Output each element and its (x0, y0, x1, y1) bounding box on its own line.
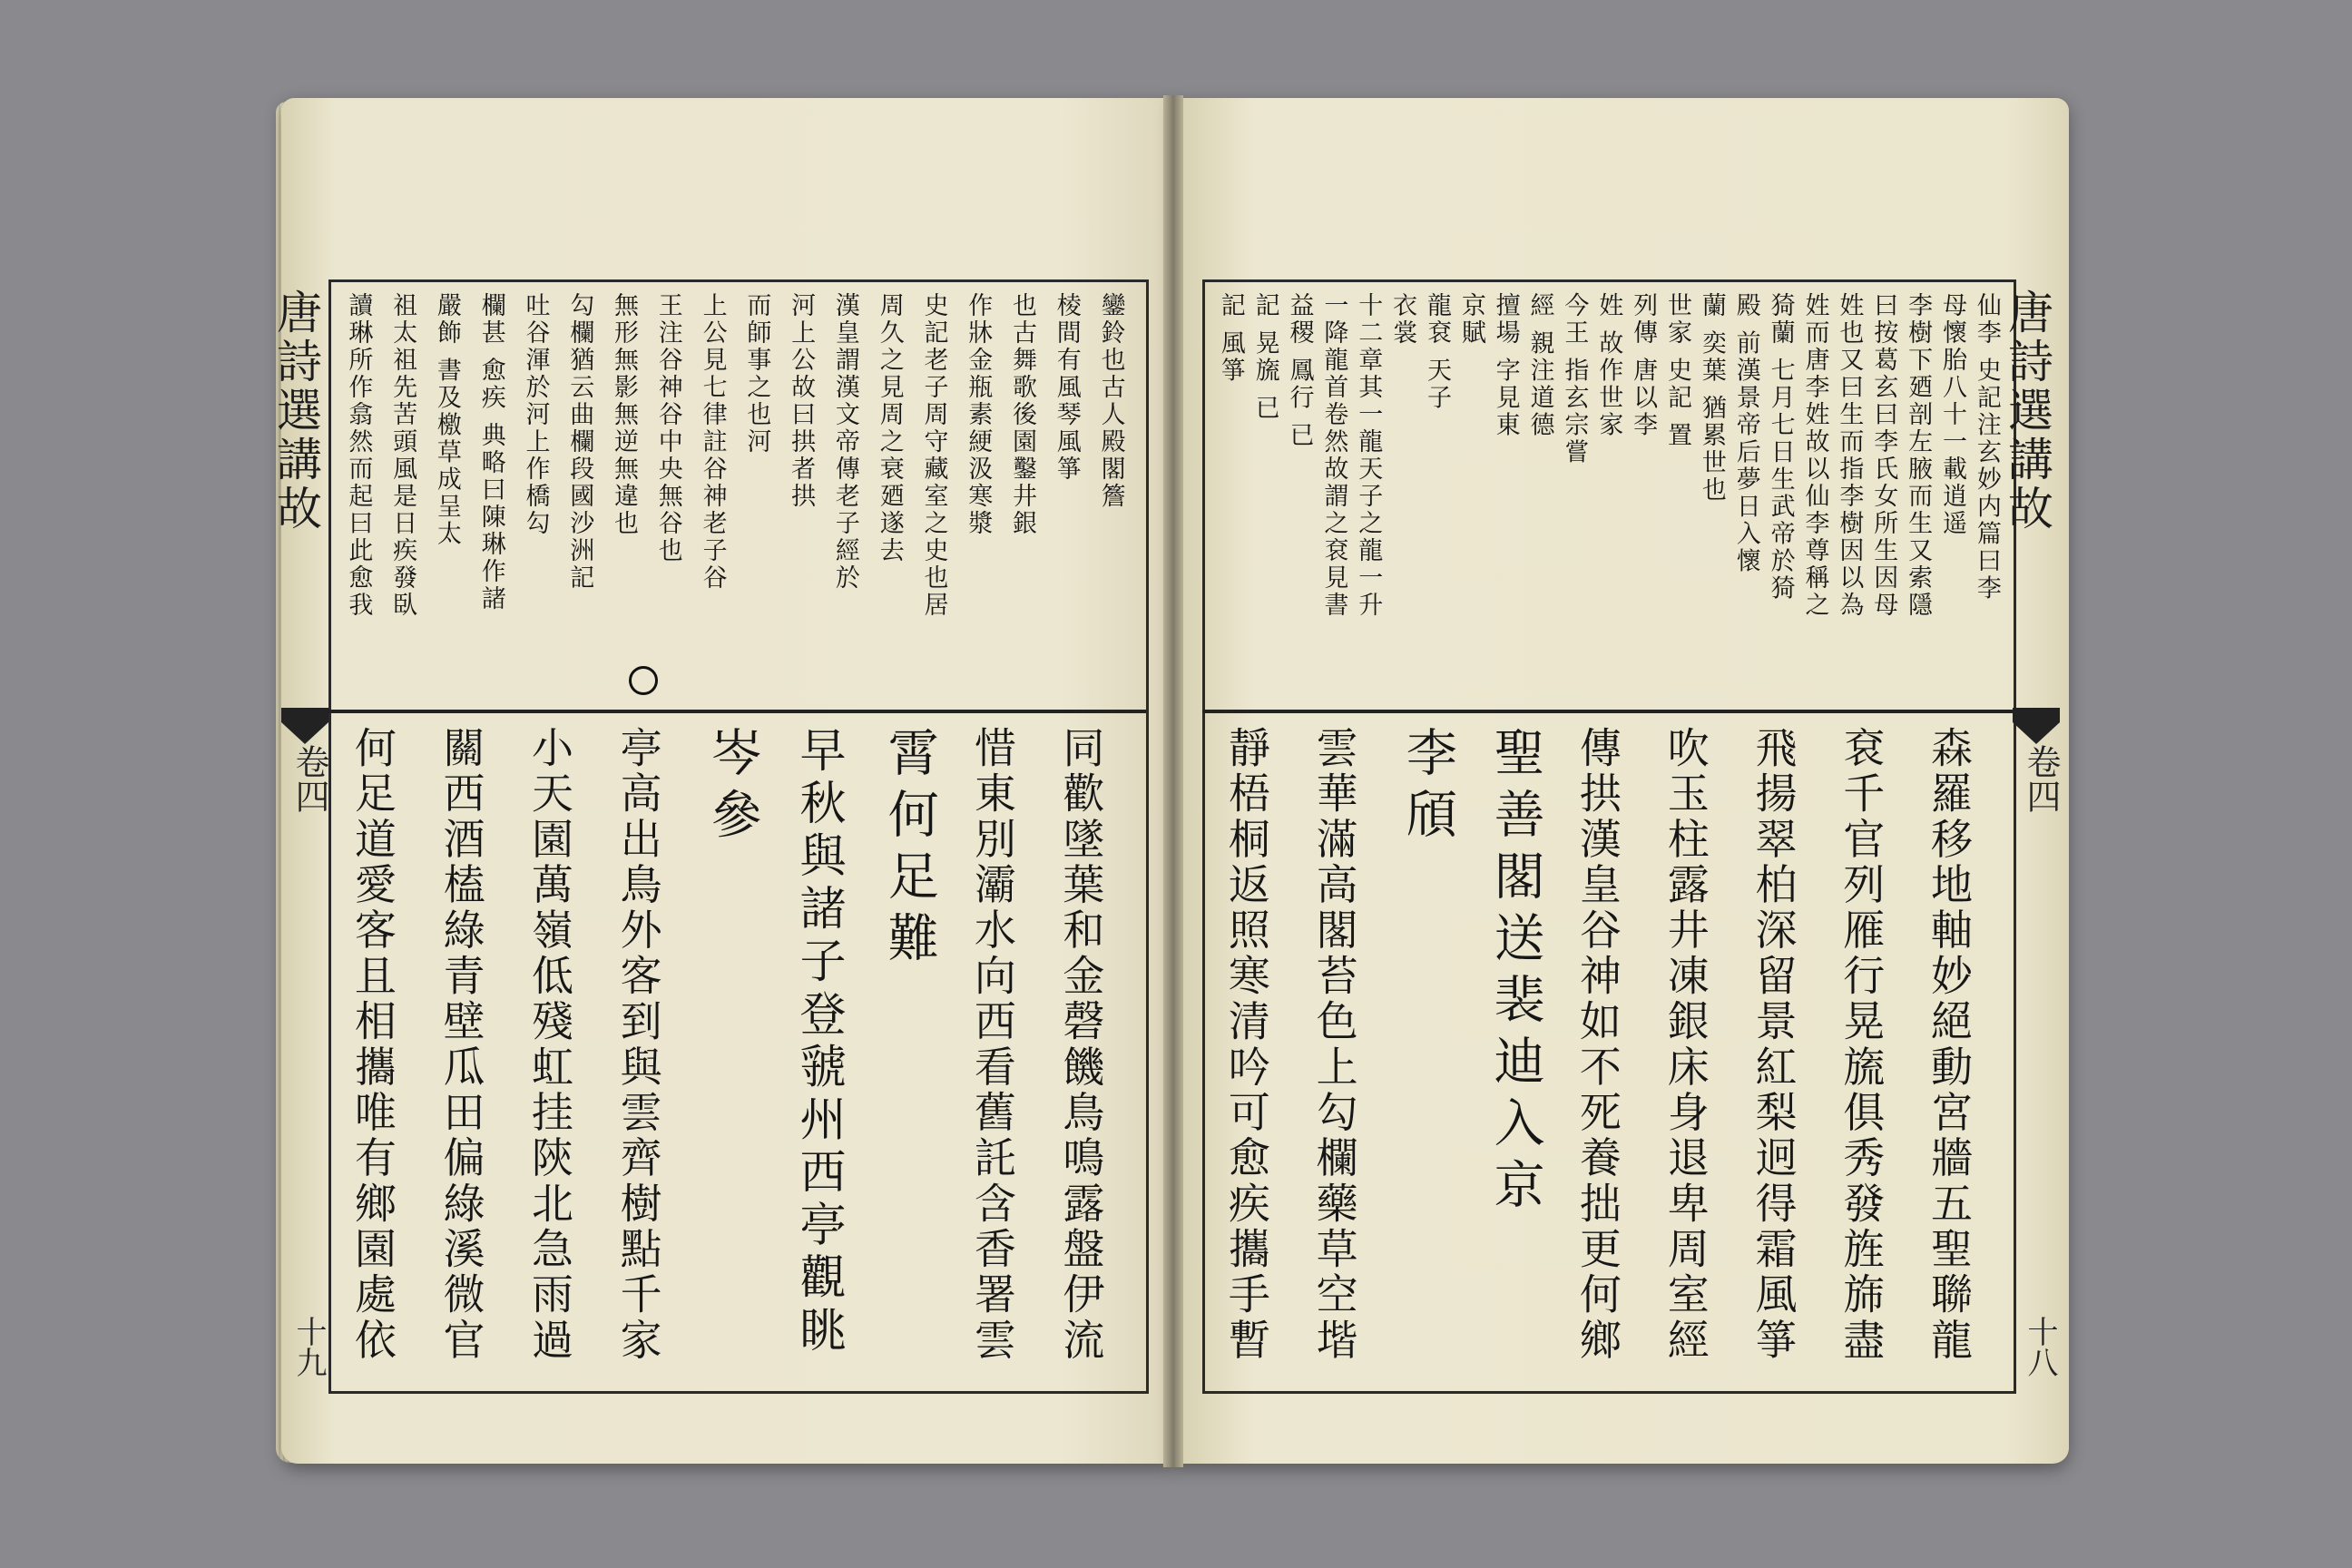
note-column: 河上公故曰拱者拱 (787, 292, 816, 510)
right-margin-strip (2001, 272, 2061, 1388)
note-column: 讀琳所作翕然而起曰此愈我 (344, 292, 373, 619)
poem-column: 亭高出鳥外客到與雲齊樹點千家 (613, 726, 663, 1364)
folio-number: 十九 (290, 1316, 327, 1377)
poem-column: 袞千官列雁行晃旒俱秀發旌旆盡 (1837, 726, 1886, 1364)
note-column: 經 親注道德 (1525, 292, 1554, 439)
note-column: 姓而唐李姓故以仙李尊稱之 (1800, 292, 1829, 619)
fishtail-mark (281, 708, 328, 744)
note-column: 上公見七律註谷神老子谷 (698, 292, 727, 592)
poem-column: 靜梧桐返照寒清吟可愈疾攜手暫 (1221, 726, 1271, 1364)
note-column: 祖太祖先苦頭風是日疾發臥 (388, 292, 417, 619)
note-column: 勾欄猶云曲欄段國沙洲記 (565, 292, 594, 592)
note-column: 今王 指玄宗嘗 (1560, 292, 1589, 466)
poem-column: 早秋與諸子登虢州西亭觀眺 (790, 726, 845, 1359)
note-column: 衣裳 (1388, 292, 1417, 347)
note-column: 而師事之也河 (742, 292, 771, 456)
poem-column: 傳拱漢皇谷神如不死養拙更何鄉 (1573, 726, 1622, 1364)
running-title: 唐詩選講故 (270, 289, 322, 534)
poem-column: 霄何足難 (879, 726, 939, 973)
left-note-divider (328, 710, 1146, 713)
note-column: 欄甚 愈疾 典略曰陳琳作諸 (476, 292, 505, 613)
note-column: 吐谷渾於河上作橋勾 (521, 292, 550, 537)
left-margin-strip (270, 272, 329, 1388)
note-column: 漢皇謂漢文帝傳老子經於 (830, 292, 859, 592)
note-column: 十二章其一龍天子之龍一升 (1354, 292, 1383, 619)
poem-column: 李頎 (1397, 726, 1457, 849)
poem-column: 關西酒榼綠青壁瓜田偏綠溪微官 (436, 726, 486, 1364)
poem-column: 岑參 (702, 726, 762, 849)
folio-number: 十八 (2022, 1316, 2058, 1377)
poem-column: 惜東別灞水向西看舊託含香署雲 (967, 726, 1017, 1364)
note-column: 李樹下廼剖左腋而生又索隱 (1904, 292, 1933, 619)
note-column: 也古舞歌後園鑿井銀 (1008, 292, 1037, 537)
note-column: 周久之見周之衰廼遂去 (875, 292, 904, 564)
note-column: 姓也又曰生而指李樹因以為 (1835, 292, 1864, 619)
fishtail-mark (2013, 708, 2060, 744)
right-note-divider (1202, 710, 2014, 713)
note-column: 列傳 唐以李 (1629, 292, 1658, 439)
note-column: 記 晃旒 已 (1250, 292, 1279, 423)
note-column: 益稷 鳳行 已 (1285, 292, 1314, 450)
end-mark-circle (629, 666, 658, 695)
note-column: 鑾鈴也古人殿閣簷 (1096, 292, 1125, 510)
note-column: 無形無影無逆無違也 (610, 292, 639, 537)
note-column: 曰按葛玄曰李氏女所生因母 (1869, 292, 1898, 619)
note-column: 記 風箏 (1216, 292, 1245, 385)
volume-label: 卷四 (289, 744, 329, 813)
note-column: 嚴飾 書及檄草成呈太 (432, 292, 461, 548)
note-column: 一降龍首卷然故謂之袞見書 (1319, 292, 1348, 619)
note-column: 仙李 史記注玄妙内篇曰李 (1972, 292, 2001, 603)
note-column: 殿 前漢景帝后夢日入懷 (1731, 292, 1760, 575)
poem-column: 森羅移地軸妙絕動宮牆五聖聯龍 (1925, 726, 1975, 1364)
note-column: 母懷胎八十一載逍遥 (1937, 292, 1966, 537)
note-column: 史記老子周守藏室之史也居 (919, 292, 948, 619)
note-column: 作牀金瓶素綆汲寒漿 (964, 292, 993, 537)
poem-column: 雲華滿高閣苔色上勾欄藥草空堦 (1309, 726, 1359, 1364)
note-column: 姓 故作世家 (1594, 292, 1623, 439)
poem-column: 同歡墜葉和金磬饑鳥鳴露盤伊流 (1056, 726, 1106, 1364)
note-column: 蘭 奕葉 猶累世也 (1697, 292, 1726, 505)
note-column: 世家 史記 置 (1663, 292, 1692, 450)
note-column: 龍袞 天子 (1422, 292, 1451, 412)
book-gutter (1163, 95, 1183, 1467)
poem-column: 小天園萬嶺低殘虹挂陝北急雨過 (525, 726, 575, 1364)
poem-column: 何足道愛客且相攜唯有鄉園處依 (348, 726, 397, 1364)
note-column: 王注谷神谷中央無谷也 (653, 292, 682, 564)
poem-column: 聖善閣送裴迪入京 (1485, 726, 1545, 1220)
note-column: 猗蘭 七月七日生武帝於猗 (1766, 292, 1795, 603)
note-column: 擅場 字見東 (1491, 292, 1520, 439)
poem-column: 吹玉柱露井凍銀床身退卑周室經 (1661, 726, 1710, 1364)
volume-label: 卷四 (2021, 744, 2061, 813)
note-column: 京賦 (1456, 292, 1485, 347)
poem-column: 飛揚翠柏深留景紅梨迥得霜風箏 (1749, 726, 1798, 1364)
running-title: 唐詩選講故 (2001, 289, 2053, 534)
note-column: 棱間有風琴風箏 (1052, 292, 1081, 483)
